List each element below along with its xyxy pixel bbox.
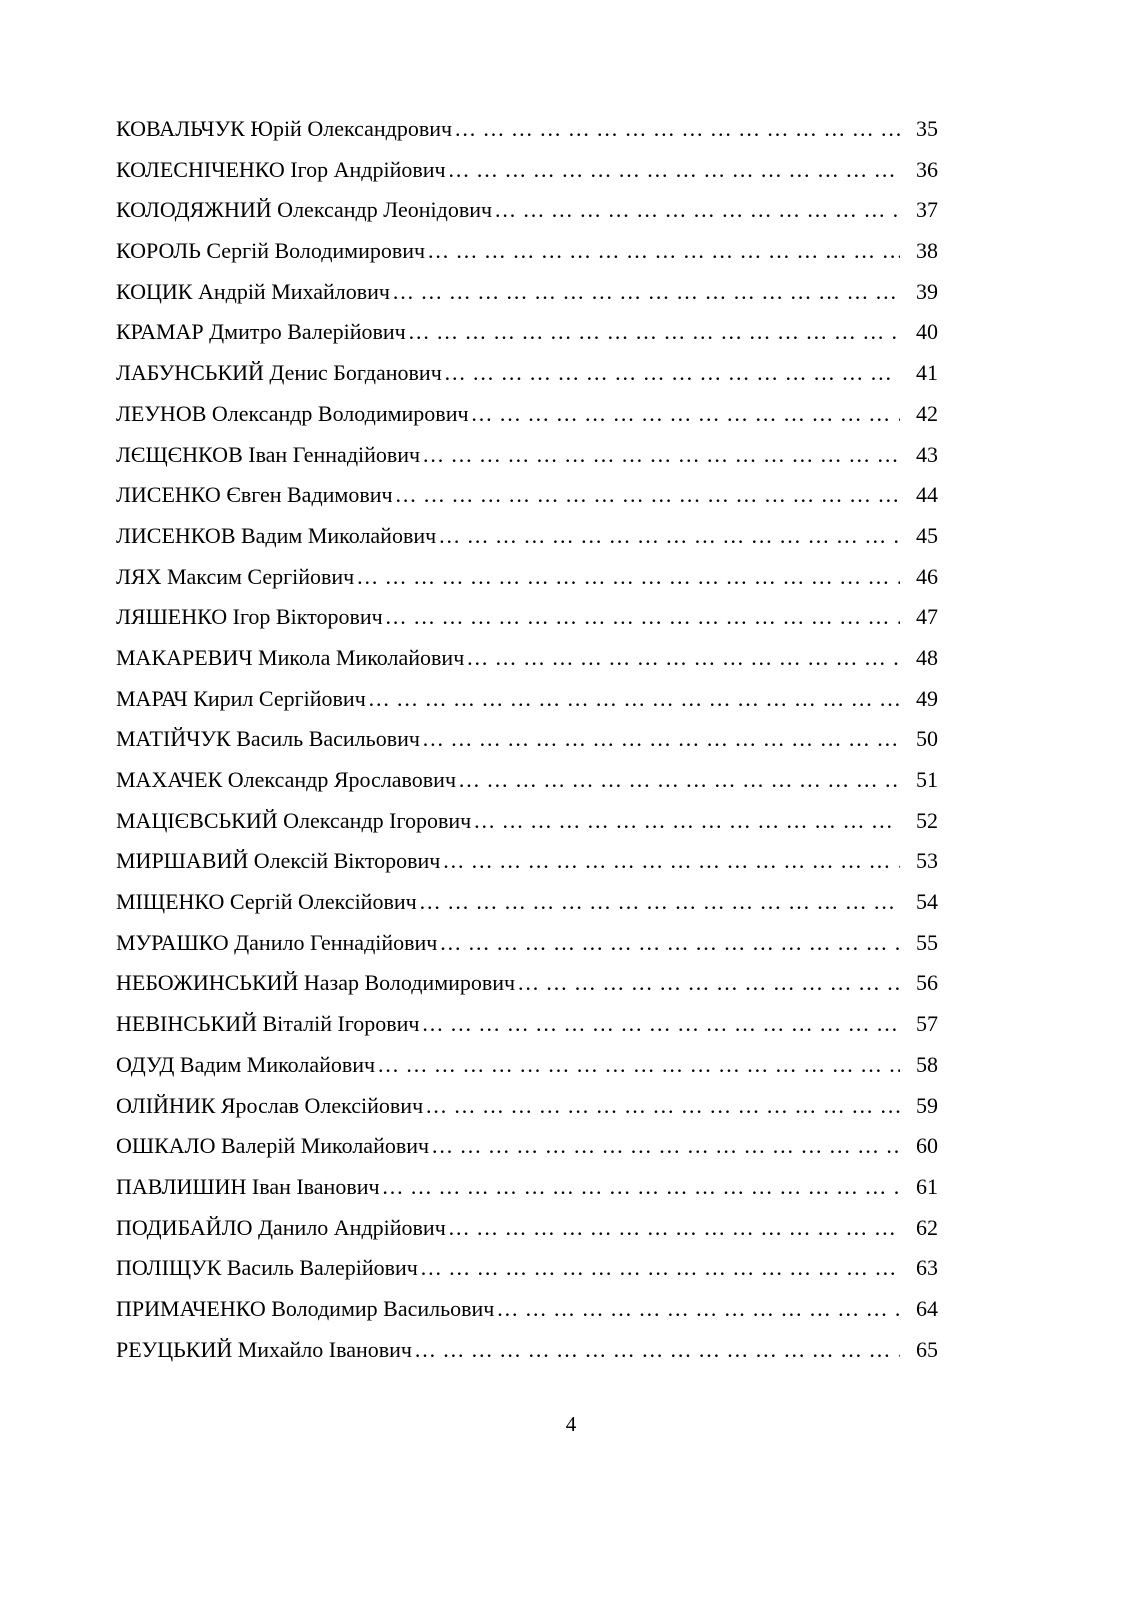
entry-name: МАКАРЕВИЧ Микола Миколайович	[116, 644, 465, 670]
toc-entry	[116, 726, 938, 767]
entry-page: 63	[916, 1255, 938, 1281]
entry-name: КОВАЛЬЧУК Юрій Олександрович	[116, 116, 453, 141]
toc-entry	[116, 1296, 938, 1337]
entry-page: 48	[916, 644, 938, 670]
entry-page: 45	[916, 522, 938, 548]
entry-name: ЛИСЕНКО Євген Вадимович	[116, 482, 393, 508]
dot-leader	[395, 482, 900, 508]
dot-leader	[473, 808, 900, 834]
entry-name: РЕУЦЬКИЙ Михайло Іванович	[116, 1336, 412, 1362]
entry-page: 56	[916, 970, 938, 996]
toc-entry	[116, 564, 938, 605]
entry-name: МИРШАВИЙ Олексій Вікторович	[116, 848, 441, 874]
toc-entry	[116, 1174, 938, 1215]
dot-leader	[448, 1215, 900, 1241]
entry-page: 38	[916, 238, 938, 264]
toc-entry	[116, 1093, 938, 1134]
entry-page: 64	[916, 1295, 938, 1321]
entry-name: КОЛЕСНІЧЕНКО Ігор Андрійович	[116, 156, 446, 182]
entry-page: 59	[916, 1092, 938, 1118]
toc-entry	[116, 523, 938, 564]
dot-leader	[419, 889, 900, 915]
entry-name: МУРАШКО Данило Геннадійович	[116, 929, 438, 955]
entry-page: 65	[916, 1336, 938, 1362]
toc-entry	[116, 1133, 938, 1174]
toc-entry	[116, 157, 938, 198]
dot-leader	[422, 442, 900, 468]
toc-entry	[116, 116, 938, 157]
toc-entry	[116, 279, 938, 320]
dot-leader	[368, 686, 900, 712]
entry-name: МАТІЙЧУК Василь Васильович	[116, 726, 420, 752]
toc-entry	[116, 686, 938, 727]
entry-name: ОЛІЙНИК Ярослав Олексійович	[116, 1092, 424, 1118]
dot-leader	[385, 604, 900, 630]
toc-entry	[116, 442, 938, 483]
entry-page: 58	[916, 1051, 938, 1077]
entry-name: КОЛОДЯЖНИЙ Олександр Леонідович	[116, 197, 493, 223]
toc-entry	[116, 482, 938, 523]
dot-leader	[466, 645, 900, 671]
entry-page: 47	[916, 604, 938, 630]
entry-page: 43	[916, 441, 938, 467]
toc-entry	[116, 1337, 938, 1378]
dot-leader	[439, 930, 900, 956]
dot-leader	[392, 279, 900, 305]
toc-entry	[116, 1215, 938, 1256]
entry-name: ПОЛІЩУК Василь Валерійович	[116, 1255, 418, 1281]
entry-page: 39	[916, 278, 938, 304]
entry-name: МАХАЧЕК Олександр Ярославович	[116, 767, 457, 792]
dot-leader	[422, 1011, 901, 1037]
entry-name: ОДУД Вадим Миколайович	[116, 1051, 376, 1077]
entry-name: ПАВЛИШИН Іван Іванович	[116, 1173, 380, 1199]
toc-entry	[116, 930, 938, 971]
dot-leader	[454, 116, 900, 142]
dot-leader	[517, 970, 900, 996]
dot-leader	[414, 1337, 900, 1363]
entry-page: 35	[916, 116, 938, 141]
dot-leader	[448, 157, 900, 183]
dot-leader	[438, 523, 900, 549]
entry-page: 46	[916, 563, 938, 589]
toc-entry	[116, 360, 938, 401]
entry-page: 51	[916, 767, 938, 792]
entry-page: 49	[916, 685, 938, 711]
toc-entry	[116, 767, 938, 808]
entry-name: НЕВІНСЬКИЙ Віталій Ігорович	[116, 1011, 420, 1037]
entry-name: ЛЄЩЄНКОВ Іван Геннадійович	[116, 441, 421, 467]
entry-name: МАЦІЄВСЬКИЙ Олександр Ігорович	[116, 807, 472, 833]
dot-leader	[458, 767, 900, 793]
entry-page: 61	[916, 1173, 938, 1199]
entry-page: 40	[916, 319, 938, 345]
entry-page: 42	[916, 400, 938, 426]
entry-page: 55	[916, 929, 938, 955]
toc-entry	[116, 319, 938, 360]
entry-name: ЛАБУНСЬКИЙ Денис Богданович	[116, 360, 442, 386]
entry-page: 53	[916, 848, 938, 874]
entry-page: 36	[916, 156, 938, 182]
dot-leader	[356, 564, 900, 590]
toc-entry	[116, 238, 938, 279]
dot-leader	[427, 238, 900, 264]
entry-name: ЛЯХ Максим Сергійович	[116, 563, 355, 589]
entry-name: ПРИМАЧЕНКО Володимир Васильович	[116, 1295, 495, 1321]
entry-page: 52	[916, 807, 938, 833]
entry-name: ЛЯШЕНКО Ігор Вікторович	[116, 604, 383, 630]
toc-entry	[116, 197, 938, 238]
dot-leader	[420, 1255, 900, 1281]
toc-entry	[116, 848, 938, 889]
toc-entry	[116, 970, 938, 1011]
dot-leader	[496, 1296, 900, 1322]
dot-leader	[442, 848, 900, 874]
toc-entry	[116, 808, 938, 849]
toc-entry	[116, 645, 938, 686]
entry-page: 50	[916, 726, 938, 752]
toc-entry	[116, 1255, 938, 1296]
entry-name: НЕБОЖИНСЬКИЙ Назар Володимирович	[116, 970, 516, 996]
toc-list	[116, 116, 938, 1377]
entry-page: 41	[916, 360, 938, 386]
entry-name: МАРАЧ Кирил Сергійович	[116, 685, 366, 711]
dot-leader	[377, 1052, 900, 1078]
dot-leader	[382, 1174, 900, 1200]
toc-entry	[116, 889, 938, 930]
dot-leader	[444, 360, 900, 386]
dot-leader	[425, 1093, 900, 1119]
entry-name: ЛИСЕНКОВ Вадим Миколайович	[116, 522, 437, 548]
toc-entry	[116, 1052, 938, 1093]
entry-name: КРАМАР Дмитро Валерійович	[116, 319, 406, 345]
dot-leader	[422, 726, 900, 752]
dot-leader	[431, 1133, 900, 1159]
entry-name: КОРОЛЬ Сергій Володимирович	[116, 238, 426, 264]
page-number: 4	[565, 1412, 577, 1436]
entry-page: 37	[916, 197, 938, 223]
entry-name: ПОДИБАЙЛО Данило Андрійович	[116, 1214, 446, 1240]
entry-name: КОЦИК Андрій Михайлович	[116, 278, 390, 304]
entry-page: 44	[916, 482, 938, 508]
entry-name: МІЩЕНКО Сергій Олексійович	[116, 889, 417, 915]
entry-page: 57	[916, 1011, 938, 1037]
entry-page: 62	[916, 1214, 938, 1240]
dot-leader	[494, 197, 900, 223]
dot-leader	[471, 401, 900, 427]
toc-entry	[116, 604, 938, 645]
entry-name: ОШКАЛО Валерій Миколайович	[116, 1133, 430, 1159]
dot-leader	[408, 319, 900, 345]
entry-page: 54	[916, 889, 938, 915]
entry-page: 60	[916, 1133, 938, 1159]
entry-name: ЛЕУНОВ Олександр Володимирович	[116, 400, 469, 426]
toc-entry	[116, 401, 938, 442]
toc-entry	[116, 1011, 938, 1052]
